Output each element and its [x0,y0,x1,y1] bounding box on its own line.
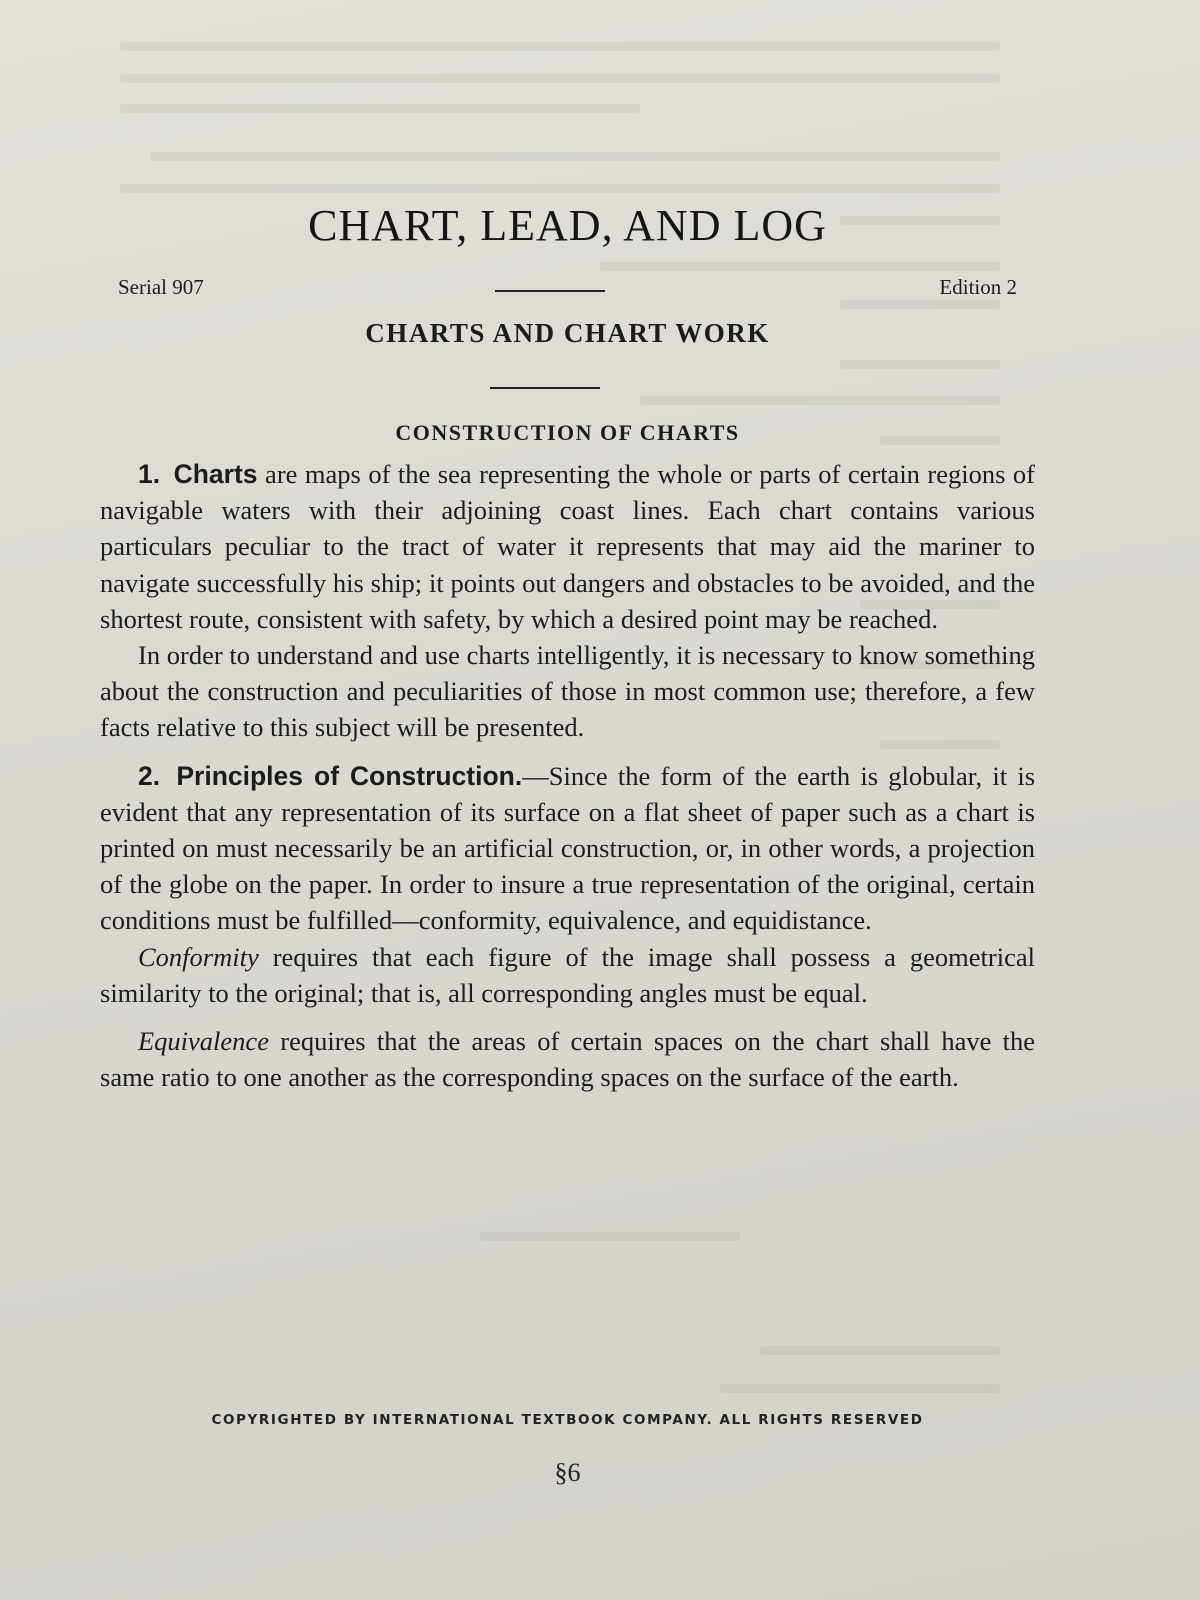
section-rule [490,387,600,389]
paragraph-text: are maps of the sea representing the whole or parts of certain regions of navigable waters with their adjoining coast lines. Each chart contains various particulars peculiar to the tract of water it represents that may aid the mariner to navigate successfully his ship; it points out dangers and obstacles to be avoided, and the shortest route, consistent with safety, by which a desired point may be reached. [100,459,1036,634]
paragraph-number: 1. [138,459,161,489]
paragraph-4 [100,939,1035,1011]
paragraph-5 [100,1023,1035,1095]
section-title: CHARTS AND CHART WORK [365,318,770,348]
paragraph-text: —Since the form of the earth is globular, it is evident that any representation of its surface on a flat sheet of paper such as a chart is printed on must necessarily be an artificial construction, or, in other words, a projection of the globe on the paper. In order to insure a true representation of the original, certain conditions must be fulfilled—conformity, equivalence, and equidistance. [100,760,1036,936]
book-title: CHART, LEAD, AND LOG [308,201,827,250]
edition-label: Edition 2 [939,275,1017,299]
defined-term: Equivalence [138,1026,269,1057]
body-text [100,456,1035,1095]
paragraph-number: 2. [138,760,161,791]
paragraph-text: requires that each figure of the image shall possess a geometrical similarity to the original; that is, all corresponding angles must be equal. [100,941,1035,1008]
paragraph-lead-term: Charts [173,459,258,489]
paragraph-lead-term: Principles of Construction. [176,760,523,791]
defined-term: Conformity [138,941,259,972]
title-rule [495,290,605,292]
serial-number: Serial 907 [118,275,204,299]
section-mark: §6 [554,1458,581,1487]
paragraph-1 [100,456,1035,637]
page-content [100,0,1035,1600]
copyright-notice: COPYRIGHTED BY INTERNATIONAL TEXTBOOK COMPANY. ALL RIGHTS RESERVED [211,1412,924,1428]
paragraph-3 [100,758,1035,939]
paragraph-text: requires that the areas of certain spaces on the chart shall have the same ratio to one another as the corresponding spaces on the surface of the earth. [100,1026,1035,1093]
paragraph-2: In order to understand and use charts intelligently, it is necessary to know something about the construction and peculiarities of those in most common use; therefore, a few facts relative to this subject will be presented. [100,640,1035,743]
subsection-heading: CONSTRUCTION OF CHARTS [395,420,740,445]
